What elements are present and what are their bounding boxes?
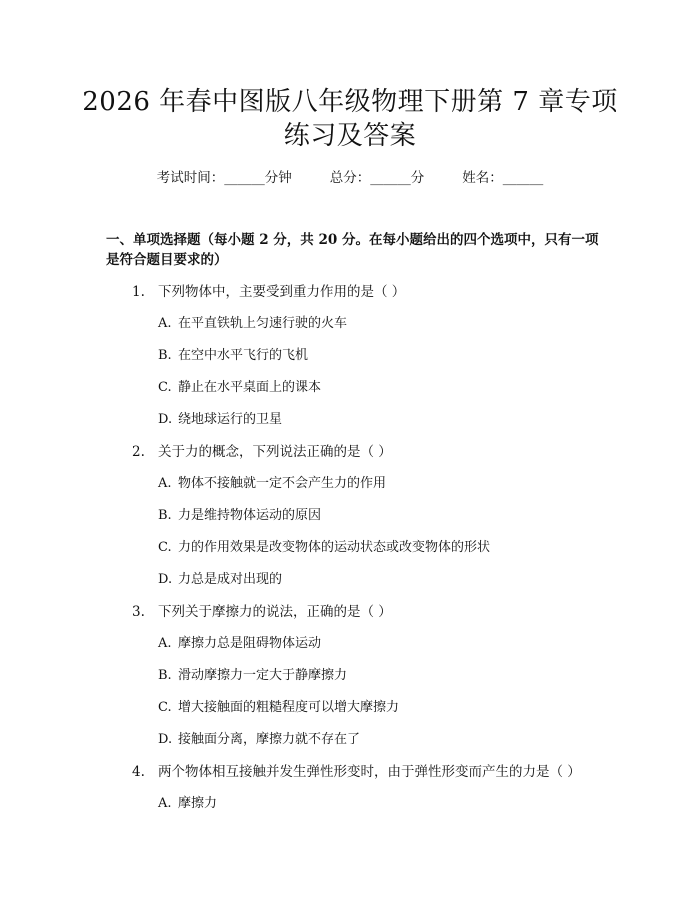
option-text: 物体不接触就一定不会产生力的作用: [178, 476, 387, 491]
question-number: 1.: [132, 284, 145, 300]
option-text: 摩擦力总是阻碍物体运动: [178, 636, 322, 651]
total-score-field: 总分：______分: [329, 170, 425, 186]
exam-time-field: 考试时间：______分钟: [156, 170, 292, 186]
option-text: 接触面分离，摩擦力就不存在了: [178, 732, 361, 747]
option-text: 在平直铁轨上匀速行驶的火车: [178, 316, 348, 331]
student-name-field: 姓名：______: [462, 170, 544, 186]
question-number: 3.: [132, 604, 145, 620]
option-2c: [158, 538, 490, 558]
section-heading: 一、单项选择题（每小题 2 分，共 20 分。在每小题给出的四个选项中，只有一项是符合题目要求的）: [106, 232, 599, 268]
option-2a: [158, 474, 386, 494]
option-text: 增大接触面的粗糙程度可以增大摩擦力: [178, 700, 400, 715]
option-4a: [158, 794, 217, 814]
option-letter: A.: [158, 316, 172, 331]
document-title-line-2: 练习及答案: [283, 121, 417, 151]
option-1c: [158, 378, 321, 398]
option-letter: B.: [158, 348, 172, 363]
question-4: [132, 762, 581, 782]
question-number: 4.: [132, 764, 145, 780]
exam-meta-row: [0, 168, 700, 188]
question-2: [132, 442, 392, 462]
option-letter: B.: [158, 668, 172, 683]
option-1b: [158, 346, 308, 366]
option-letter: A.: [158, 636, 172, 651]
question-3: [132, 602, 392, 622]
option-letter: D.: [158, 572, 173, 587]
option-text: 力是维持物体运动的原因: [178, 508, 322, 523]
document-title-line-1: 2026 年春中图版八年级物理下册第 7 章专项: [82, 87, 618, 117]
option-3a: [158, 634, 321, 654]
option-letter: B.: [158, 508, 172, 523]
question-text: 下列关于摩擦力的说法，正确的是（ ）: [158, 604, 392, 620]
option-1a: [158, 314, 347, 334]
option-text: 在空中水平飞行的飞机: [178, 348, 309, 363]
question-text: 关于力的概念，下列说法正确的是（ ）: [158, 444, 392, 460]
question-text: 下列物体中，主要受到重力作用的是（ ）: [158, 284, 406, 300]
option-2d: [158, 570, 282, 590]
question-text: 两个物体相互接触并发生弹性形变时，由于弹性形变而产生的力是（ ）: [158, 764, 581, 780]
option-letter: C.: [158, 700, 172, 715]
option-letter: A.: [158, 476, 172, 491]
option-3c: [158, 698, 399, 718]
option-2b: [158, 506, 321, 526]
option-3d: [158, 730, 360, 750]
option-text: 力总是成对出现的: [178, 572, 283, 587]
option-letter: A.: [158, 796, 172, 811]
option-letter: C.: [158, 380, 172, 395]
option-3b: [158, 666, 347, 686]
option-letter: D.: [158, 732, 173, 747]
question-number: 2.: [132, 444, 145, 460]
option-1d: [158, 410, 282, 430]
option-text: 摩擦力: [178, 796, 218, 811]
option-text: 滑动摩擦力一定大于静摩擦力: [178, 668, 348, 683]
option-text: 静止在水平桌面上的课本: [178, 380, 322, 395]
question-1: [132, 282, 405, 302]
option-text: 力的作用效果是改变物体的运动状态或改变物体的形状: [178, 540, 491, 555]
option-letter: D.: [158, 412, 173, 427]
option-text: 绕地球运行的卫星: [178, 412, 283, 427]
option-letter: C.: [158, 540, 172, 555]
